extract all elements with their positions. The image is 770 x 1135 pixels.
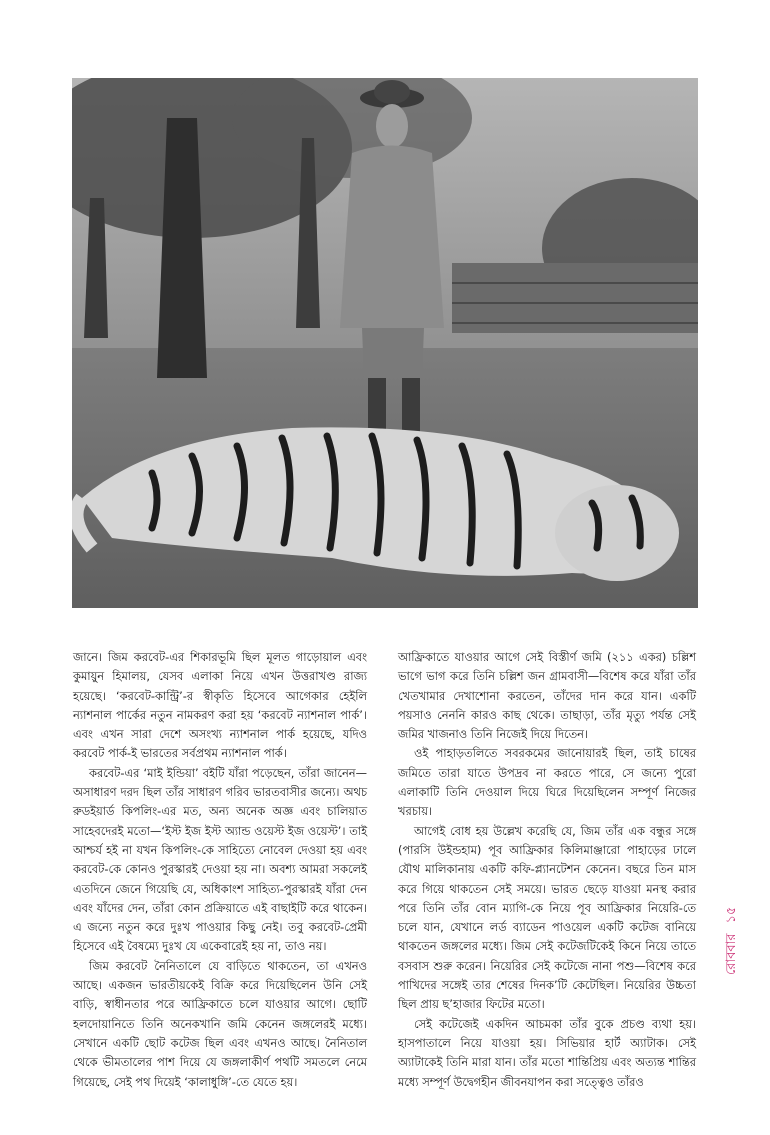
helmet-crown (374, 80, 410, 104)
left-paragraph-1: জানে। জিম করবেট-এর শিকারভূমি ছিল মূলত গাড়োয়াল এবং কুমায়ুন হিমালয়, যেসব এলাকা নিয়ে এখন উত্তরাখণ্ড রাজ্য হয়েছে। ‘করবেট-কান্ট্রি’-র স্বীকৃতি হিসেবে আগেকার হেইলি ন্যাশনাল পার্কের নতুন নামকরণ করা হয় ‘করবেট ন্যাশনাল পার্ক’। এবং এখন সারা দেশে অসংখ্য ন্যাশনাল পার্ক হয়েছে, যদিও করবেট পার্ক-ই ভারতের সর্বপ্রথম ন্যাশনাল পার্ক। (73, 650, 367, 761)
man-face (376, 104, 408, 148)
photo-illustration (72, 78, 698, 608)
article-column-left (73, 648, 367, 1092)
man-right-leg (402, 378, 420, 438)
page-footer-vertical (722, 906, 743, 975)
right-paragraph-1: আফ্রিকাতে যাওয়ার আগে সেই বিস্তীর্ণ জমি (২১১ একর) চল্লিশ ভাগে ভাগ করে তিনি চল্লিশ জন গ্রামবাসী—বিশেষ করে যাঁরা তাঁর খেতখামার দেখাশোনা করতেন, তাঁদের দান করে যান। একটি পয়সাও নেননি কারও কাছ থেকে। তাছাড়া, তাঁর মৃত্যু পর্যন্ত সেই জমির খাজনাও তিনি নিজেই দিয়ে দিতেন। (398, 650, 696, 742)
man-jacket (340, 146, 444, 329)
left-paragraph-3: জিম করবেট নৈনিতালে যে বাড়িতে থাকতেন, তা এখনও আছে। একজন ভারতীয়কেই বিক্রি করে দিয়েছিলেন উনি সেই বাড়ি, স্বাধীনতার পরে আফ্রিকাতে চলে যাওয়ার আগে। ছোটি হলদোয়ানিতে তিনি অনেকখানি জমি কেনেন জঙ্গলেরই মধ্যে। সেখানে একটি ছোট কটেজ ছিল এবং এখনও আছে। নৈনিতাল থেকে ভীমতালের পাশ দিয়ে যে জঙ্গলাকীর্ণ পথটি সমতলে নেমে গিয়েছে, সেই পথ দিয়েই ‘কালাধুঙ্গি’-তে যেতে হয়। (73, 958, 367, 1089)
page-number: ১৫ (724, 906, 739, 924)
right-paragraph-4: সেই কটেজেই একদিন আচমকা তাঁর বুকে প্রচণ্ড ব্যথা হয়। হাসপাতালে নিয়ে যাওয়া হয়। সিভিয়ার হার্ট অ্যাটাক। সেই অ্যাটাকেই তিনি মারা যান। তাঁর মতো শান্তিপ্রিয় এবং অত্যন্ত শান্তির মধ্যে সম্পূর্ণ উদ্বেগহীন জীবনযাপন করা সত্ত্বেও তাঁরও (398, 1016, 696, 1089)
tiger-head (555, 485, 679, 581)
right-paragraph-2: ওই পাহাড়তলিতে সবরকমের জানোয়ারই ছিল, তাই চাষের জমিতে তারা যাতে উপদ্রব না করতে পারে, সে জন্যে পুরো এলাকাটি তিনি দেওয়াল দিয়ে ঘিরে দিয়েছিলেন সম্পূর্ণ নিজের খরচায়। (398, 746, 696, 819)
right-paragraph-3: আগেই বোধ হয় উল্লেখ করেছি যে, জিম তাঁর এক বন্ধুর সঙ্গে (পারসি উইন্ডহাম) পূব আফ্রিকার কিলিমাঞ্জারো পাহাড়ের ঢালে যৌথ মালিকানায় একটি কফি-প্ল্যানটেশন কেনেন। বছরে তিন মাস করে গিয়ে থাকতেন সেই সময়ে। ভারত ছেড়ে যাওয়া মনস্থ করার পরে তিনি তাঁর বোন ম্যাগি-কে নিয়ে পূব আফ্রিকার নিয়েরি-তে চলে যান, যেখানে লর্ড ব্যাডেন পাওয়েল একটি কটেজ বানিয়ে থাকতেন জঙ্গলের মধ্যে। জিম সেই কটেজটিকেই কিনে নিয়ে তাতে বসবাস শুরু করেন। নিয়েরির সেই কটেজে নানা পশু—বিশেষ করে পাখিদের সঙ্গেই তার শেষের দিনক’টি কেটেছিল। নিয়েরির উচ্চতা ছিল প্রায় ছ’হাজার ফিটের মতো। (398, 823, 696, 1012)
archival-photo-corbett-with-tiger (72, 78, 698, 608)
magazine-name: রোববার (724, 933, 739, 975)
man-shorts (362, 328, 424, 378)
left-paragraph-2: করবেট-এর ‘মাই ইন্ডিয়া’ বইটি যাঁরা পড়েছেন, তাঁরা জানেন—অসাধারণ দরদ ছিল তাঁর সাধারণ গরিব ভারতবাসীর জন্যে। অথচ রুডইয়ার্ড কিপলিং-এর মত, অন্য অনেক অজ্ঞ এবং চালিয়াত সাহেবদেরই মতো—‘ইস্ট ইজ ইস্ট অ্যান্ড ওয়েস্ট ইজ ওয়েস্ট’। তাই আশ্চর্য হই না যখন কিপলিং-কে সাহিত্যে নোবেল দেওয়া হয় এবং করবেট-কে কোনও পুরস্কারই দেওয়া হয় না। অবশ্য আমরা সকলেই এতদিনে জেনে গিয়েছি যে, অধিকাংশ সাহিত্য-পুরস্কারই যাঁরা দেন এবং যাঁদের দেন, তাঁরা কোন প্রক্রিয়াতে এই বাছাইটি করে থাকেন। এ জন্যে নতুন করে দুঃখ পাওয়ার কিছু নেই। তবু করবেট-প্রেমী হিসেবে এই বৈষম্যে দুঃখ যে একেবারেই হয় না, তাও নয়। (73, 765, 367, 954)
article-column-right (398, 648, 696, 1092)
